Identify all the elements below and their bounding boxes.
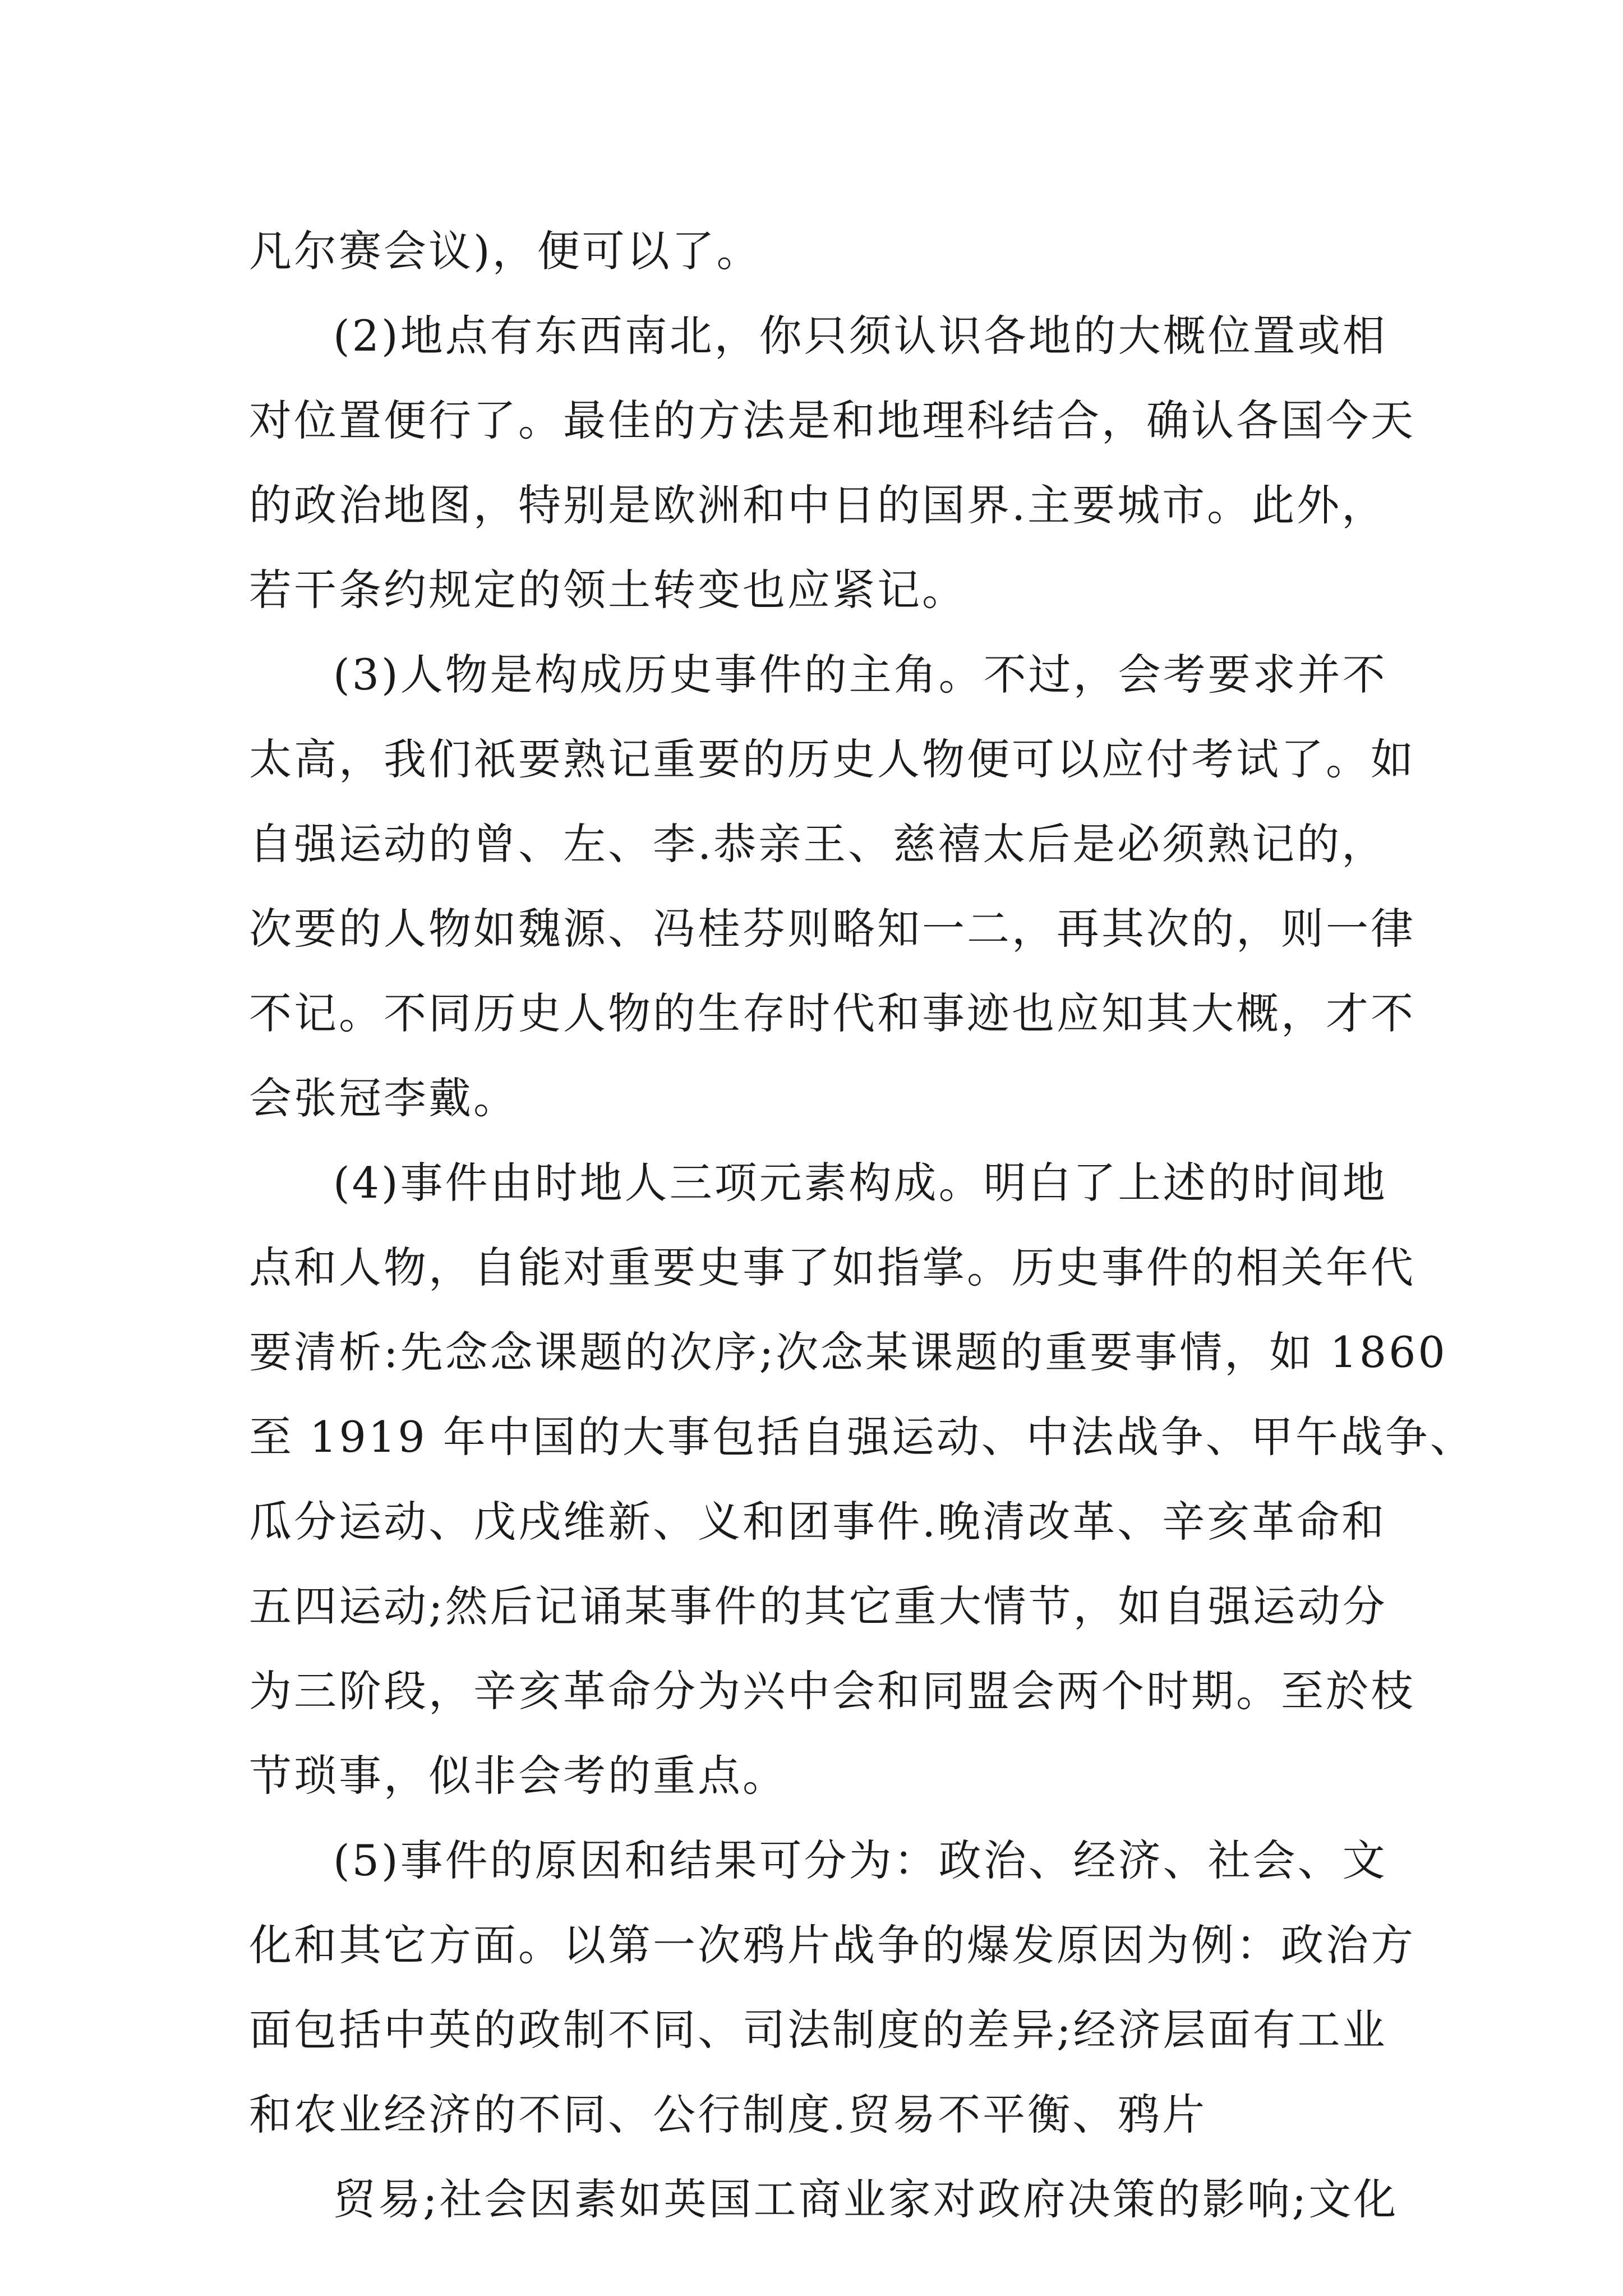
text-line-9: 次要的人物如魏源、冯桂芬则略知一二，再其次的，则一律 — [249, 904, 1415, 954]
text-line-7: 太高，我们祇要熟记重要的历史人物便可以应付考试了。如 — [249, 734, 1415, 784]
text-line-17: 五四运动;然后记诵某事件的其它重大情节，如自强运动分 — [249, 1581, 1387, 1631]
text-line-12: (4)事件由时地人三项元素构成。明白了上述的时间地 — [333, 1158, 1387, 1208]
text-line-16: 瓜分运动、戊戌维新、义和团事件.晚清改革、辛亥革命和 — [249, 1497, 1387, 1547]
document-body — [249, 209, 1475, 2242]
text-line-5: 若干条约规定的领土转变也应紧记。 — [249, 565, 967, 615]
text-line-22: 面包括中英的政制不同、司法制度的差异;经济层面有工业 — [249, 2005, 1387, 2055]
text-line-15: 至 1919 年中国的大事包括自强运动、中法战争、甲午战争、 — [249, 1412, 1475, 1462]
text-line-11: 会张冠李戴。 — [249, 1073, 518, 1123]
text-line-8: 自强运动的曾、左、李.恭亲王、慈禧太后是必须熟记的， — [249, 819, 1387, 869]
text-line-20: (5)事件的原因和结果可分为：政治、经济、社会、文 — [333, 1835, 1387, 1885]
text-line-1: 凡尔赛会议)，便可以了。 — [249, 226, 762, 276]
text-line-3: 对位置便行了。最佳的方法是和地理科结合，确认各国今天 — [249, 395, 1415, 445]
text-line-4: 的政治地图，特别是欧洲和中日的国界.主要城市。此外， — [249, 480, 1387, 530]
text-line-13: 点和人物，自能对重要史事了如指掌。历史事件的相关年代 — [249, 1243, 1415, 1292]
text-line-14: 要清析:先念念课题的次序;次念某课题的重要事情，如 1860 — [249, 1327, 1447, 1377]
text-line-6: (3)人物是构成历史事件的主角。不过，会考要求并不 — [333, 650, 1387, 700]
text-line-10: 不记。不同历史人物的生存时代和事迹也应知其大概，才不 — [249, 988, 1415, 1038]
text-line-21: 化和其它方面。以第一次鸦片战争的爆发原因为例：政治方 — [249, 1920, 1415, 1970]
text-line-23: 和农业经济的不同、公行制度.贸易不平衡、鸦片 — [249, 2090, 1207, 2139]
text-line-24: 贸易;社会因素如英国工商业家对政府决策的影响;文化 — [333, 2174, 1399, 2224]
text-line-2: (2)地点有东西南北，你只须认识各地的大概位置或相 — [333, 311, 1387, 361]
text-line-18: 为三阶段，辛亥革命分为兴中会和同盟会两个时期。至於枝 — [249, 1666, 1415, 1716]
text-line-19: 节琐事，似非会考的重点。 — [249, 1751, 787, 1801]
